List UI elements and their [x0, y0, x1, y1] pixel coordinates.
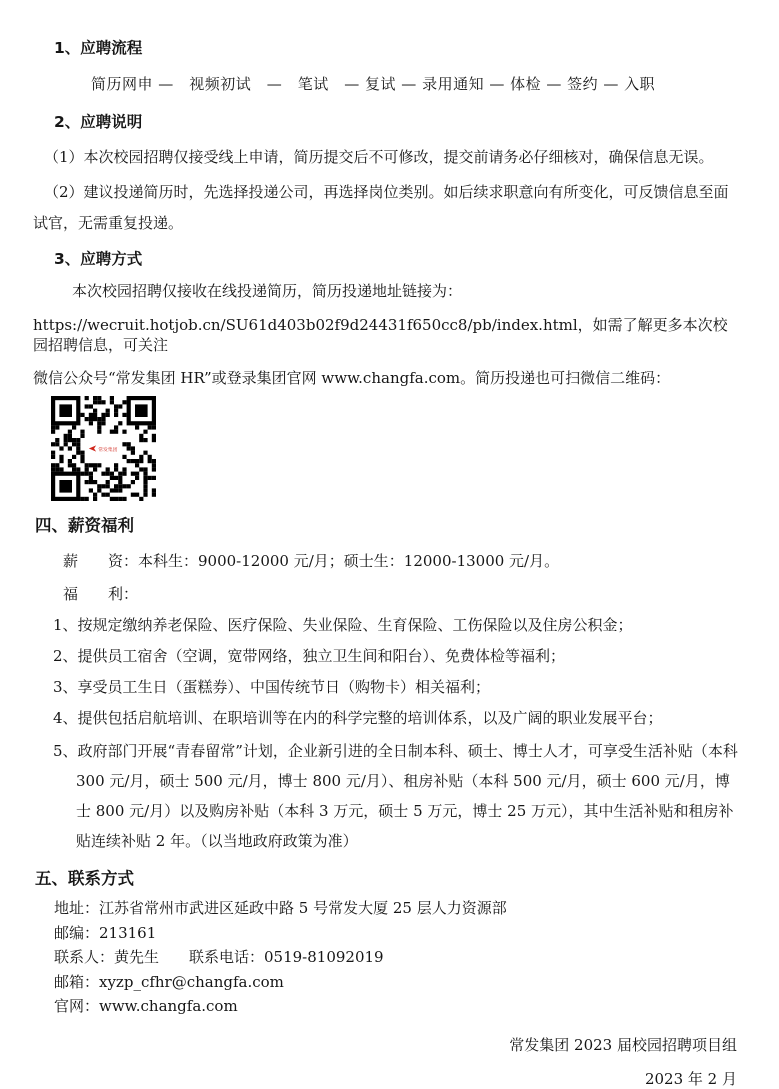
section3-heading: 3、应聘方式: [54, 250, 143, 268]
footer-date: 2023 年 2 月: [644, 1069, 737, 1088]
wechat-qr-code: [51, 396, 156, 501]
section1-heading: 1、应聘流程: [54, 39, 143, 57]
contact-postcode: 邮编：213161: [54, 923, 157, 942]
contact-website: 官网：www.changfa.com: [54, 997, 238, 1015]
section5-heading: 五、联系方式: [35, 869, 134, 888]
footer-signature: 常发集团 2023 届校园招聘项目组: [509, 1035, 737, 1054]
note-resume-submission: （2）建议投递简历时，先选择投递公司，再选择岗位类别。如后续求职意向有所变化，可反馈信息至面试官，无需重复投递。: [33, 183, 729, 232]
contact-person-phone: 联系人：黄先生 联系电话：0519-81092019: [54, 948, 384, 966]
welfare-label: 福 利：: [63, 585, 139, 603]
qr-code-image: [51, 396, 156, 501]
benefit-item: 3、享受员工生日（蛋糕券）、中国传统节日（购物卡）相关福利；: [53, 678, 491, 696]
apply-wechat-line: 微信公众号“常发集团 HR”或登录集团官网 www.changfa.com。简历投递也可扫微信二维码：: [33, 369, 671, 387]
apply-method-intro: 本次校园招聘仅接收在线投递简历，简历投递地址链接为：: [72, 282, 463, 300]
benefit-item: 1、按规定缴纳养老保险、医疗保险、失业保险、生育保险、工伤保险以及住房公积金；: [53, 616, 633, 634]
application-process-flow: 简历网申 — 视频初试 — 笔试 — 复试 — 录用通知 — 体检 — 签约 — 入职: [91, 75, 656, 93]
section2-heading: 2、应聘说明: [54, 113, 143, 131]
benefit-item: 2、提供员工宿舍（空调，宽带网络，独立卫生间和阳台）、免费体检等福利；: [53, 647, 566, 665]
svg-text:常发集团: 常发集团: [98, 447, 118, 453]
salary-line: 薪 资：本科生：9000-12000 元/月；硕士生：12000-13000 元/月。: [63, 552, 560, 570]
note-online-application: （1）本次校园招聘仅接受线上申请，简历提交后不可修改，提交前请务必仔细核对，确保信息无误。: [44, 148, 714, 166]
benefit-item: 4、提供包括启航培训、在职培训等在内的科学完整的培训体系，以及广阔的职业发展平台；: [53, 709, 663, 727]
contact-email: 邮箱：xyzp_cfhr@changfa.com: [54, 972, 284, 991]
contact-address: 地址：江苏省常州市武进区延政中路 5 号常发大厦 25 层人力资源部: [54, 899, 507, 917]
benefit-item-subsidy: 5、政府部门开展“青春留常”计划，企业新引进的全日制本科、硕士、博士人才，可享受生活补贴（本科 300 元/月，硕士 500 元/月，博士 800 元/月）、租房补贴（本科 500 元/月，硕士 600 元/月，博士 800 元/月）以及购房补贴（本科 3 万元，硕士 5 万元，博士 25 万元），其中生活补贴和租房补贴连续补贴 2 年。（以当地政府政策为准）: [53, 742, 738, 850]
apply-url-line: https://wecruit.hotjob.cn/SU61d403b02f9d24431f650cc8/pb/index.html，如需了解更多本次校园招聘信息，可关注: [33, 316, 728, 354]
section4-heading: 四、薪资福利: [35, 516, 134, 535]
